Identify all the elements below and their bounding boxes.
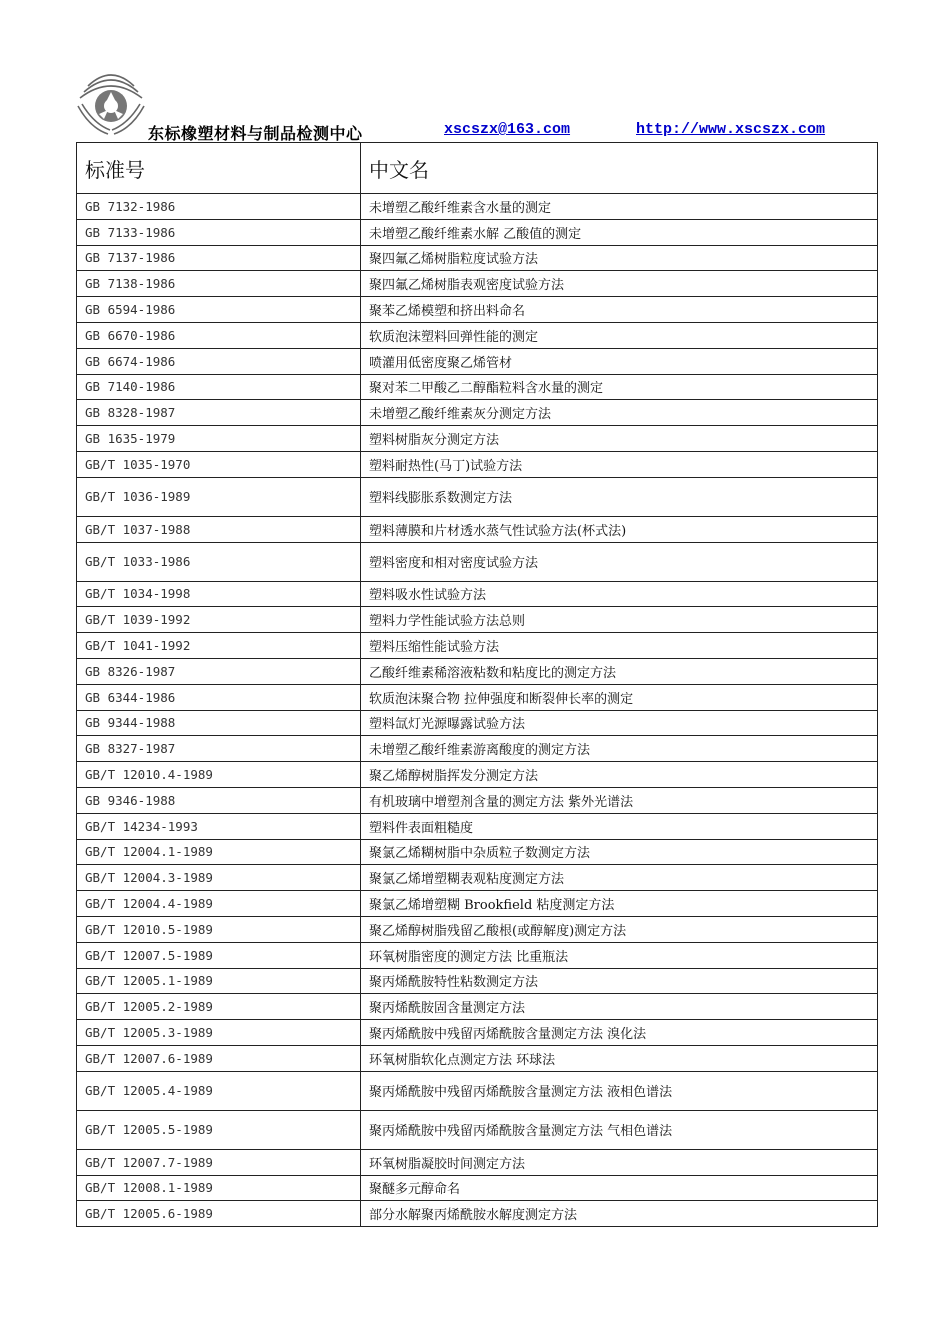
standard-code: GB/T 14234-1993 xyxy=(77,813,361,839)
standard-code: GB/T 12004.1-1989 xyxy=(77,839,361,865)
standard-name: 聚丙烯酰胺中残留丙烯酰胺含量测定方法 气相色谱法 xyxy=(361,1110,878,1149)
standard-code: GB/T 12004.4-1989 xyxy=(77,891,361,917)
standard-code: GB/T 1035-1970 xyxy=(77,451,361,477)
table-row xyxy=(77,839,878,865)
standard-name: 塑料力学性能试验方法总则 xyxy=(361,607,878,633)
table-row xyxy=(77,684,878,710)
standard-name: 聚醚多元醇命名 xyxy=(361,1175,878,1201)
standard-code: GB 7132-1986 xyxy=(77,194,361,220)
standard-code: GB/T 12005.1-1989 xyxy=(77,968,361,994)
standard-name: 聚乙烯醇树脂残留乙酸根(或醇解度)测定方法 xyxy=(361,916,878,942)
standard-name: 乙酸纤维素稀溶液粘数和粘度比的测定方法 xyxy=(361,658,878,684)
standard-code: GB/T 12008.1-1989 xyxy=(77,1175,361,1201)
table-row xyxy=(77,865,878,891)
table-row xyxy=(77,516,878,542)
standard-code: GB/T 12007.7-1989 xyxy=(77,1149,361,1175)
standard-code: GB 8328-1987 xyxy=(77,400,361,426)
standard-code: GB/T 12005.2-1989 xyxy=(77,994,361,1020)
standard-code: GB/T 1037-1988 xyxy=(77,516,361,542)
standard-code: GB 7138-1986 xyxy=(77,271,361,297)
table-row xyxy=(77,451,878,477)
standard-code: GB/T 12010.4-1989 xyxy=(77,762,361,788)
standard-code: GB/T 12005.3-1989 xyxy=(77,1020,361,1046)
table-row xyxy=(77,400,878,426)
table-row xyxy=(77,194,878,220)
table-row xyxy=(77,245,878,271)
standards-table xyxy=(76,142,878,1227)
logo-emblem-icon xyxy=(70,66,152,138)
standard-code: GB 6594-1986 xyxy=(77,297,361,323)
standard-name: 聚氯乙烯增塑糊 Brookfield 粘度测定方法 xyxy=(361,891,878,917)
standard-name: 未增塑乙酸纤维素游离酸度的测定方法 xyxy=(361,736,878,762)
table-row xyxy=(77,1110,878,1149)
table-row xyxy=(77,968,878,994)
standard-name: 塑料压缩性能试验方法 xyxy=(361,633,878,659)
standard-name: 聚丙烯酰胺特性粘数测定方法 xyxy=(361,968,878,994)
standard-code: GB 9346-1988 xyxy=(77,787,361,813)
standard-code: GB/T 12005.6-1989 xyxy=(77,1201,361,1227)
email-link[interactable]: xscszx@163.com xyxy=(444,121,571,138)
standard-name: 聚丙烯酰胺中残留丙烯酰胺含量测定方法 溴化法 xyxy=(361,1020,878,1046)
standard-code: GB/T 1034-1998 xyxy=(77,581,361,607)
table-row xyxy=(77,1175,878,1201)
standard-code: GB 1635-1979 xyxy=(77,426,361,452)
table-row xyxy=(77,1020,878,1046)
standard-code: GB/T 1033-1986 xyxy=(77,542,361,581)
standard-name: 聚乙烯醇树脂挥发分测定方法 xyxy=(361,762,878,788)
table-row xyxy=(77,1045,878,1071)
table-row xyxy=(77,633,878,659)
table-row xyxy=(77,916,878,942)
standard-code: GB 7133-1986 xyxy=(77,219,361,245)
table-row xyxy=(77,426,878,452)
standard-code: GB 6344-1986 xyxy=(77,684,361,710)
table-row xyxy=(77,348,878,374)
standard-name: 塑料线膨胀系数测定方法 xyxy=(361,477,878,516)
standard-code: GB 9344-1988 xyxy=(77,710,361,736)
table-row xyxy=(77,658,878,684)
standard-name: 环氧树脂凝胶时间测定方法 xyxy=(361,1149,878,1175)
table-row xyxy=(77,891,878,917)
standard-name: 部分水解聚丙烯酰胺水解度测定方法 xyxy=(361,1201,878,1227)
website-link[interactable]: http://www.xscszx.com xyxy=(636,121,826,138)
standard-name: 软质泡沫塑料回弹性能的测定 xyxy=(361,322,878,348)
standard-code: GB/T 12005.5-1989 xyxy=(77,1110,361,1149)
standard-name: 聚氯乙烯糊树脂中杂质粒子数测定方法 xyxy=(361,839,878,865)
table-row xyxy=(77,736,878,762)
table-row xyxy=(77,1071,878,1110)
table-row xyxy=(77,542,878,581)
standard-code: GB/T 1036-1989 xyxy=(77,477,361,516)
standard-name: 塑料耐热性(马丁)试验方法 xyxy=(361,451,878,477)
table-header-row xyxy=(77,143,878,194)
standard-code: GB 8327-1987 xyxy=(77,736,361,762)
table-row xyxy=(77,1201,878,1227)
standard-name: 聚丙烯酰胺中残留丙烯酰胺含量测定方法 液相色谱法 xyxy=(361,1071,878,1110)
table-row xyxy=(77,813,878,839)
standard-code: GB/T 12007.6-1989 xyxy=(77,1045,361,1071)
table-row xyxy=(77,942,878,968)
table-row xyxy=(77,297,878,323)
standard-code: GB/T 12010.5-1989 xyxy=(77,916,361,942)
standard-name: 聚对苯二甲酸乙二醇酯粒料含水量的测定 xyxy=(361,374,878,400)
standard-name: 环氧树脂密度的测定方法 比重瓶法 xyxy=(361,942,878,968)
standard-name: 塑料氙灯光源曝露试验方法 xyxy=(361,710,878,736)
standard-code: GB 7137-1986 xyxy=(77,245,361,271)
standard-name: 聚丙烯酰胺固含量测定方法 xyxy=(361,994,878,1020)
standard-name: 有机玻璃中增塑剂含量的测定方法 紫外光谱法 xyxy=(361,787,878,813)
standard-name: 聚四氟乙烯树脂表观密度试验方法 xyxy=(361,271,878,297)
standard-name: 聚苯乙烯模塑和挤出料命名 xyxy=(361,297,878,323)
table-row xyxy=(77,710,878,736)
column-header-name: 中文名 xyxy=(361,143,878,194)
table-row xyxy=(77,219,878,245)
standard-name: 喷灌用低密度聚乙烯管材 xyxy=(361,348,878,374)
table-row xyxy=(77,762,878,788)
standard-name: 塑料薄膜和片材透水蒸气性试验方法(杯式法) xyxy=(361,516,878,542)
standard-name: 聚氯乙烯增塑糊表观粘度测定方法 xyxy=(361,865,878,891)
standard-name: 未增塑乙酸纤维素灰分测定方法 xyxy=(361,400,878,426)
standard-name: 塑料件表面粗糙度 xyxy=(361,813,878,839)
table-row xyxy=(77,1149,878,1175)
standard-code: GB 8326-1987 xyxy=(77,658,361,684)
standard-code: GB/T 1039-1992 xyxy=(77,607,361,633)
table-row xyxy=(77,271,878,297)
standard-name: 软质泡沫聚合物 拉伸强度和断裂伸长率的测定 xyxy=(361,684,878,710)
table-row xyxy=(77,787,878,813)
standard-name: 塑料密度和相对密度试验方法 xyxy=(361,542,878,581)
standard-code: GB 7140-1986 xyxy=(77,374,361,400)
table-row xyxy=(77,581,878,607)
standard-name: 聚四氟乙烯树脂粒度试验方法 xyxy=(361,245,878,271)
standard-code: GB/T 1041-1992 xyxy=(77,633,361,659)
table-row xyxy=(77,322,878,348)
table-row xyxy=(77,607,878,633)
standard-name: 塑料树脂灰分测定方法 xyxy=(361,426,878,452)
standard-name: 未增塑乙酸纤维素水解 乙酸值的测定 xyxy=(361,219,878,245)
standard-code: GB 6674-1986 xyxy=(77,348,361,374)
standard-code: GB/T 12005.4-1989 xyxy=(77,1071,361,1110)
standard-name: 环氧树脂软化点测定方法 环球法 xyxy=(361,1045,878,1071)
standard-code: GB/T 12007.5-1989 xyxy=(77,942,361,968)
table-row xyxy=(77,477,878,516)
standard-code: GB 6670-1986 xyxy=(77,322,361,348)
column-header-code: 标准号 xyxy=(77,143,361,194)
standard-name: 塑料吸水性试验方法 xyxy=(361,581,878,607)
org-name: 东标橡塑材料与制品检测中心 xyxy=(148,124,363,143)
standard-code: GB/T 12004.3-1989 xyxy=(77,865,361,891)
table-row xyxy=(77,994,878,1020)
table-row xyxy=(77,374,878,400)
standard-name: 未增塑乙酸纤维素含水量的测定 xyxy=(361,194,878,220)
